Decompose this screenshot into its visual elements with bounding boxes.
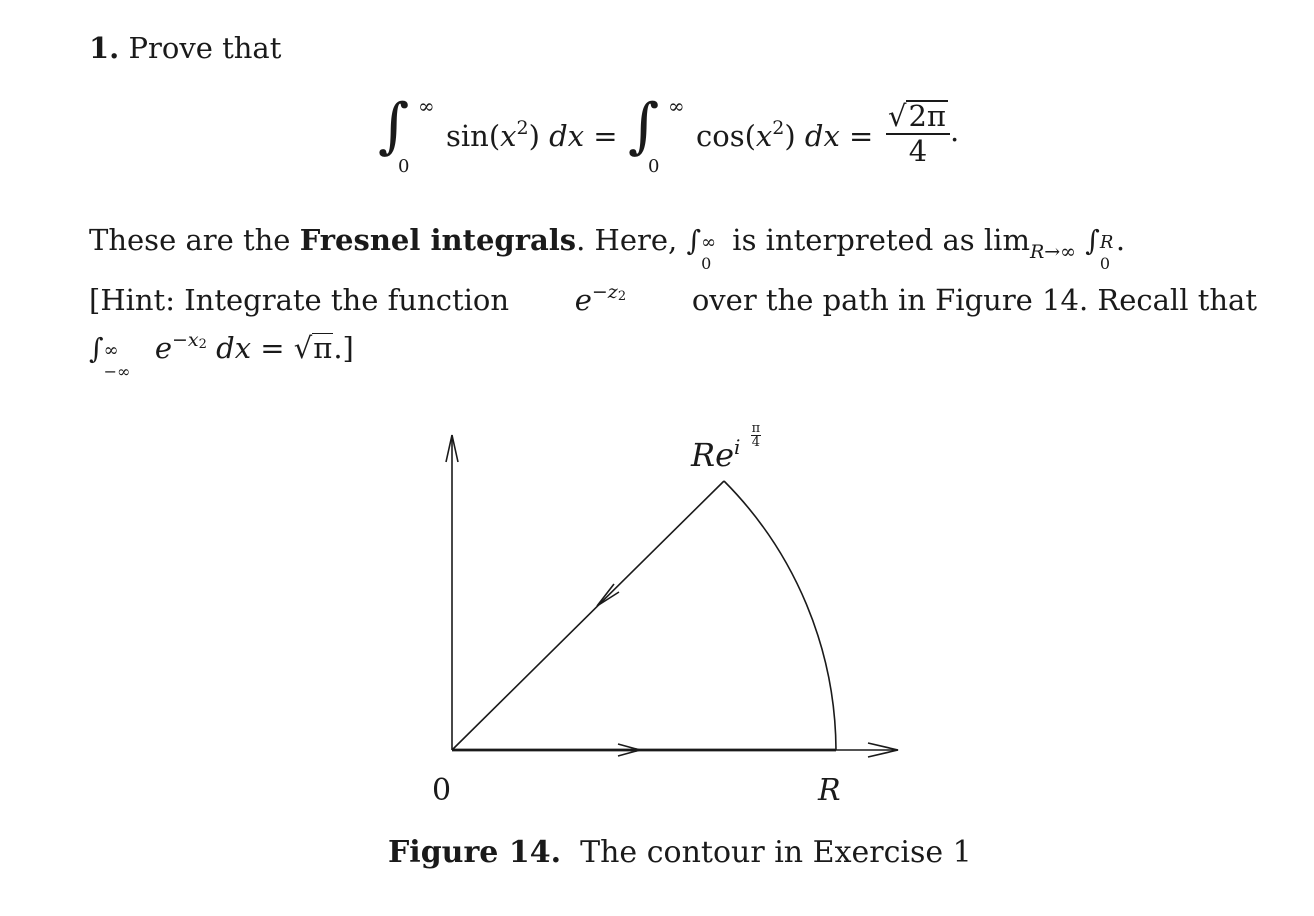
integrand-cos: $\cos(x^2)$ dx = [696, 117, 874, 153]
figure-caption [388, 835, 972, 870]
label-origin: 0 [432, 773, 452, 808]
integral-1-upper: ∞ [418, 94, 435, 118]
figure-caption-text: The contour in Exercise 1 [580, 835, 972, 870]
result-fraction: $\frac{√2\pi}{4}$ . [888, 99, 960, 168]
hint-line-2: ∫ ∞ −∞ $e^{-x2}$ dx = √π.] [89, 329, 354, 381]
contour-arc [724, 481, 836, 750]
equals-2: = [849, 119, 874, 153]
problem-number: 1. [89, 31, 120, 65]
fresnel-paragraph: These are the Fresnel integrals. Here, ∫ ∞ 0 is interpreted as $\lim_{R\to\infty}$ ∫ R 0 . [89, 223, 1126, 273]
integral-sign-1: ∫ [378, 91, 410, 161]
label-Re-i-pi-4: Re$^i$ $\frac{\pi}{4}$ [691, 421, 761, 474]
equation-period: . [950, 114, 960, 148]
label-R: R [818, 773, 841, 808]
equals-1: = [593, 119, 618, 153]
fresnel-term: Fresnel integrals [299, 223, 577, 257]
problem-prompt: Prove that [128, 31, 282, 65]
contour-segment-diagonal [452, 481, 724, 750]
integrand-sin: $\sin(x^2)$ dx = [446, 117, 618, 153]
result-denominator: 4 [908, 134, 928, 168]
figure-caption-label: Figure 14. [388, 835, 562, 870]
integral-2-upper: ∞ [668, 94, 685, 118]
integral-sign-2: ∫ [628, 91, 660, 161]
result-numerator: 2π [908, 99, 946, 133]
integral-1-lower: 0 [398, 156, 410, 177]
integral-2-lower: 0 [648, 156, 660, 177]
hint-line-1: [Hint: Integrate the function $e^{-z2}$ over the path in Figure 14. Recall that [89, 281, 1257, 317]
